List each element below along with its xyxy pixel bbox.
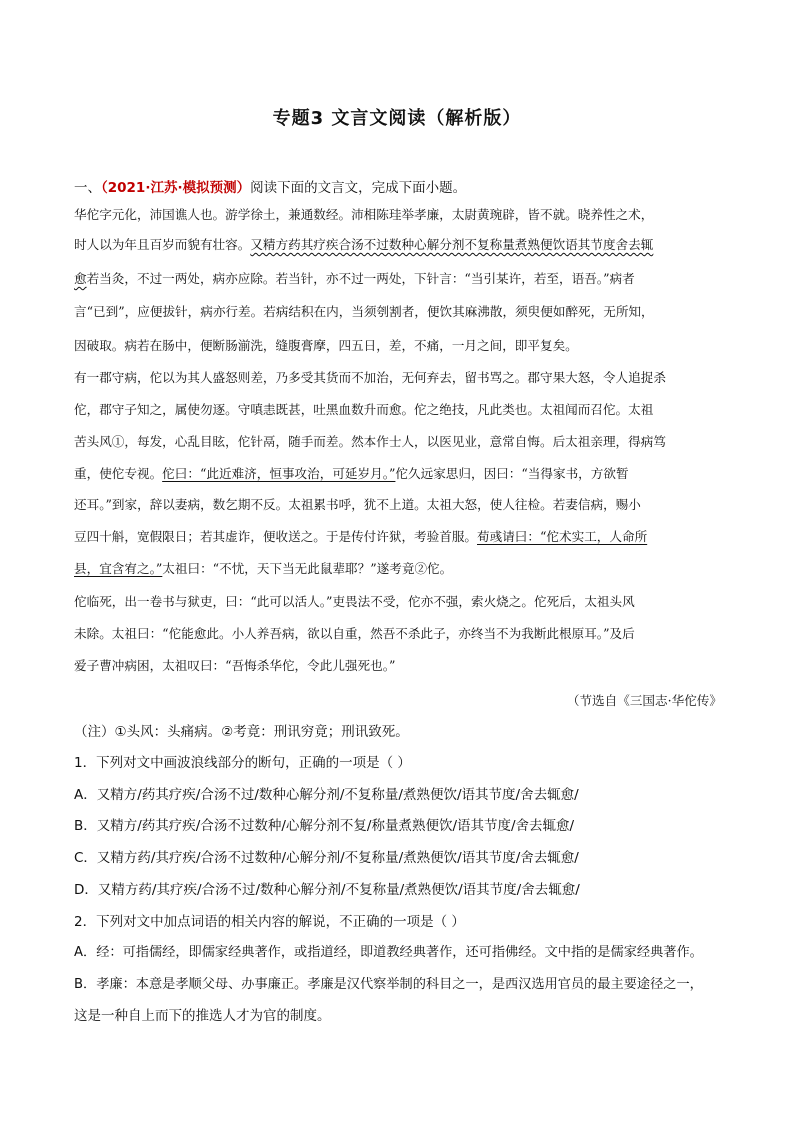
passage-line: 苦头风①，每发，心乱目眩，佗针鬲，随手而差。然本作士人，以医见业，意常自悔。后太祖亲理，得病笃 [74, 434, 666, 449]
option-a: A．又精方/药其疗疾/合汤不过/数种心解分剂/不复称量/煮熟便饮/语其节度/舍去辄愈/ [74, 787, 579, 803]
passage-line: 时人以为年且百岁而貌有壮容。又精方药其疗疾合汤不过数种心解分剂不复称量煮熟便饮语其节度舍去辄 [74, 237, 654, 252]
passage-line: 爱子曹冲病困，太祖叹曰：“吾悔杀华佗，令此儿强死也。” [74, 658, 396, 673]
option-b: B．又精方/药其疗疾/合汤不过数种/心解分剂不复/称量煮熟便饮/语其节度/舍去辄愈/ [74, 818, 575, 834]
passage-line: 佗，郡守子知之，属使勿逐。守嗔恚既甚，吐黑血数升而愈。佗之绝技，凡此类也。太祖闻而召佗。太祖 [74, 402, 654, 417]
question-source: （2021·江苏·模拟预测） [101, 180, 251, 196]
option-a: A．经：可指儒经，即儒家经典著作，或指道经，即道教经典著作，还可指佛经。文中指的是儒家经典著作。 [74, 945, 703, 960]
passage-source: （节选自《三国志·华佗传》 [566, 693, 722, 708]
passage-line: 豆四十斛，宽假限日；若其虚诈，便收送之。于是传付许狱，考验首服。荀彧请曰：“佗术实工，人命所 [74, 529, 648, 544]
option-d: D．又精方药/其疗疾/合汤不过/数种心解分剂/不复称量/煮熟便饮/语其节度/舍去辄愈/ [74, 882, 580, 898]
question-heading [74, 176, 466, 196]
option-c: C．又精方药/其疗疾/合汤不过数种/心解分剂/不复称量/煮熟便饮/语其节度/舍去辄愈/ [74, 850, 579, 866]
question-stem: 1．下列对文中画波浪线部分的断句，正确的一项是（ ） [74, 755, 411, 771]
passage-line: 言“已到”，应便拔针，病亦行差。若病结积在内，当须刳割者，便饮其麻沸散，须臾便如醉死，无所知， [74, 304, 654, 319]
passage-line: 因破取。病若在肠中，便断肠湔洗，缝腹膏摩，四五日，差，不痛，一月之间，即平复矣。 [74, 338, 578, 353]
question-instruction: 阅读下面的文言文，完成下面小题。 [250, 180, 467, 196]
page-title: 专题3 文言文阅读（解析版） [272, 108, 522, 129]
passage-line: 未除。太祖曰：“佗能愈此。小人养吾病，欲以自重，然吾不杀此子，亦终当不为我断此根原耳。”及后 [74, 626, 635, 641]
passage-line: 有一郡守病，佗以为其人盛怒则差，乃多受其货而不加治，无何弃去，留书骂之。郡守果大怒，令人追捉杀 [74, 370, 666, 385]
wavy-underlined-text: 愈 [74, 271, 87, 286]
underlined-sentence: 荀彧请曰：“佗术实工，人命所 [477, 529, 648, 544]
underlined-sentence: 县，宜含宥之。” [74, 561, 163, 576]
question-stem: 2．下列对文中加点词语的相关内容的解说，不正确的一项是（ ） [74, 914, 465, 930]
passage-line: 愈若当灸，不过一两处，病亦应除。若当针，亦不过一两处，下针言：“当引某许，若至，语吾。”病者 [74, 271, 635, 286]
underlined-sentence: 佗曰：“此近难济，恒事攻治，可延岁月。” [162, 466, 396, 481]
footnote: （注）①头风：头痛病。②考竟：刑讯穷竟；刑讯致死。 [74, 724, 409, 740]
wavy-underlined-text: 又精方药其疗疾合汤不过数种心解分剂不复称量煮熟便饮语其节度舍去辄 [250, 237, 654, 252]
passage-line: 重，使佗专视。佗曰：“此近难济，恒事攻治，可延岁月。”佗久远家思归，因曰：“当得家书，方欲暂 [74, 466, 629, 481]
passage-line: 华佗字元化，沛国谯人也。游学徐土，兼通数经。沛相陈珪举孝廉，太尉黄琬辟，皆不就。晓养性之术， [74, 207, 654, 222]
passage-line: 县，宜含宥之。”太祖曰：“不忧，天下当无此鼠辈耶？”遂考竟②佗。 [74, 561, 453, 576]
passage-line: 还耳。”到家，辞以妻病，数乞期不反。太祖累书呼，犹不上道。太祖大怒，使人往检。若妻信病，赐小 [74, 497, 641, 512]
passage-line: 佗临死，出一卷书与狱吏，曰：“此可以活人。”吏畏法不受，佗亦不强，索火烧之。佗死后，太祖头风 [74, 594, 635, 609]
option-b: B．孝廉：本意是孝顺父母、办事廉正。孝廉是汉代察举制的科目之一，是西汉选用官员的最主要途径之一， [74, 977, 703, 992]
question-number: 一、 [74, 180, 101, 196]
option-b-continued: 这是一种自上而下的推选人才为官的制度。 [74, 1008, 331, 1024]
